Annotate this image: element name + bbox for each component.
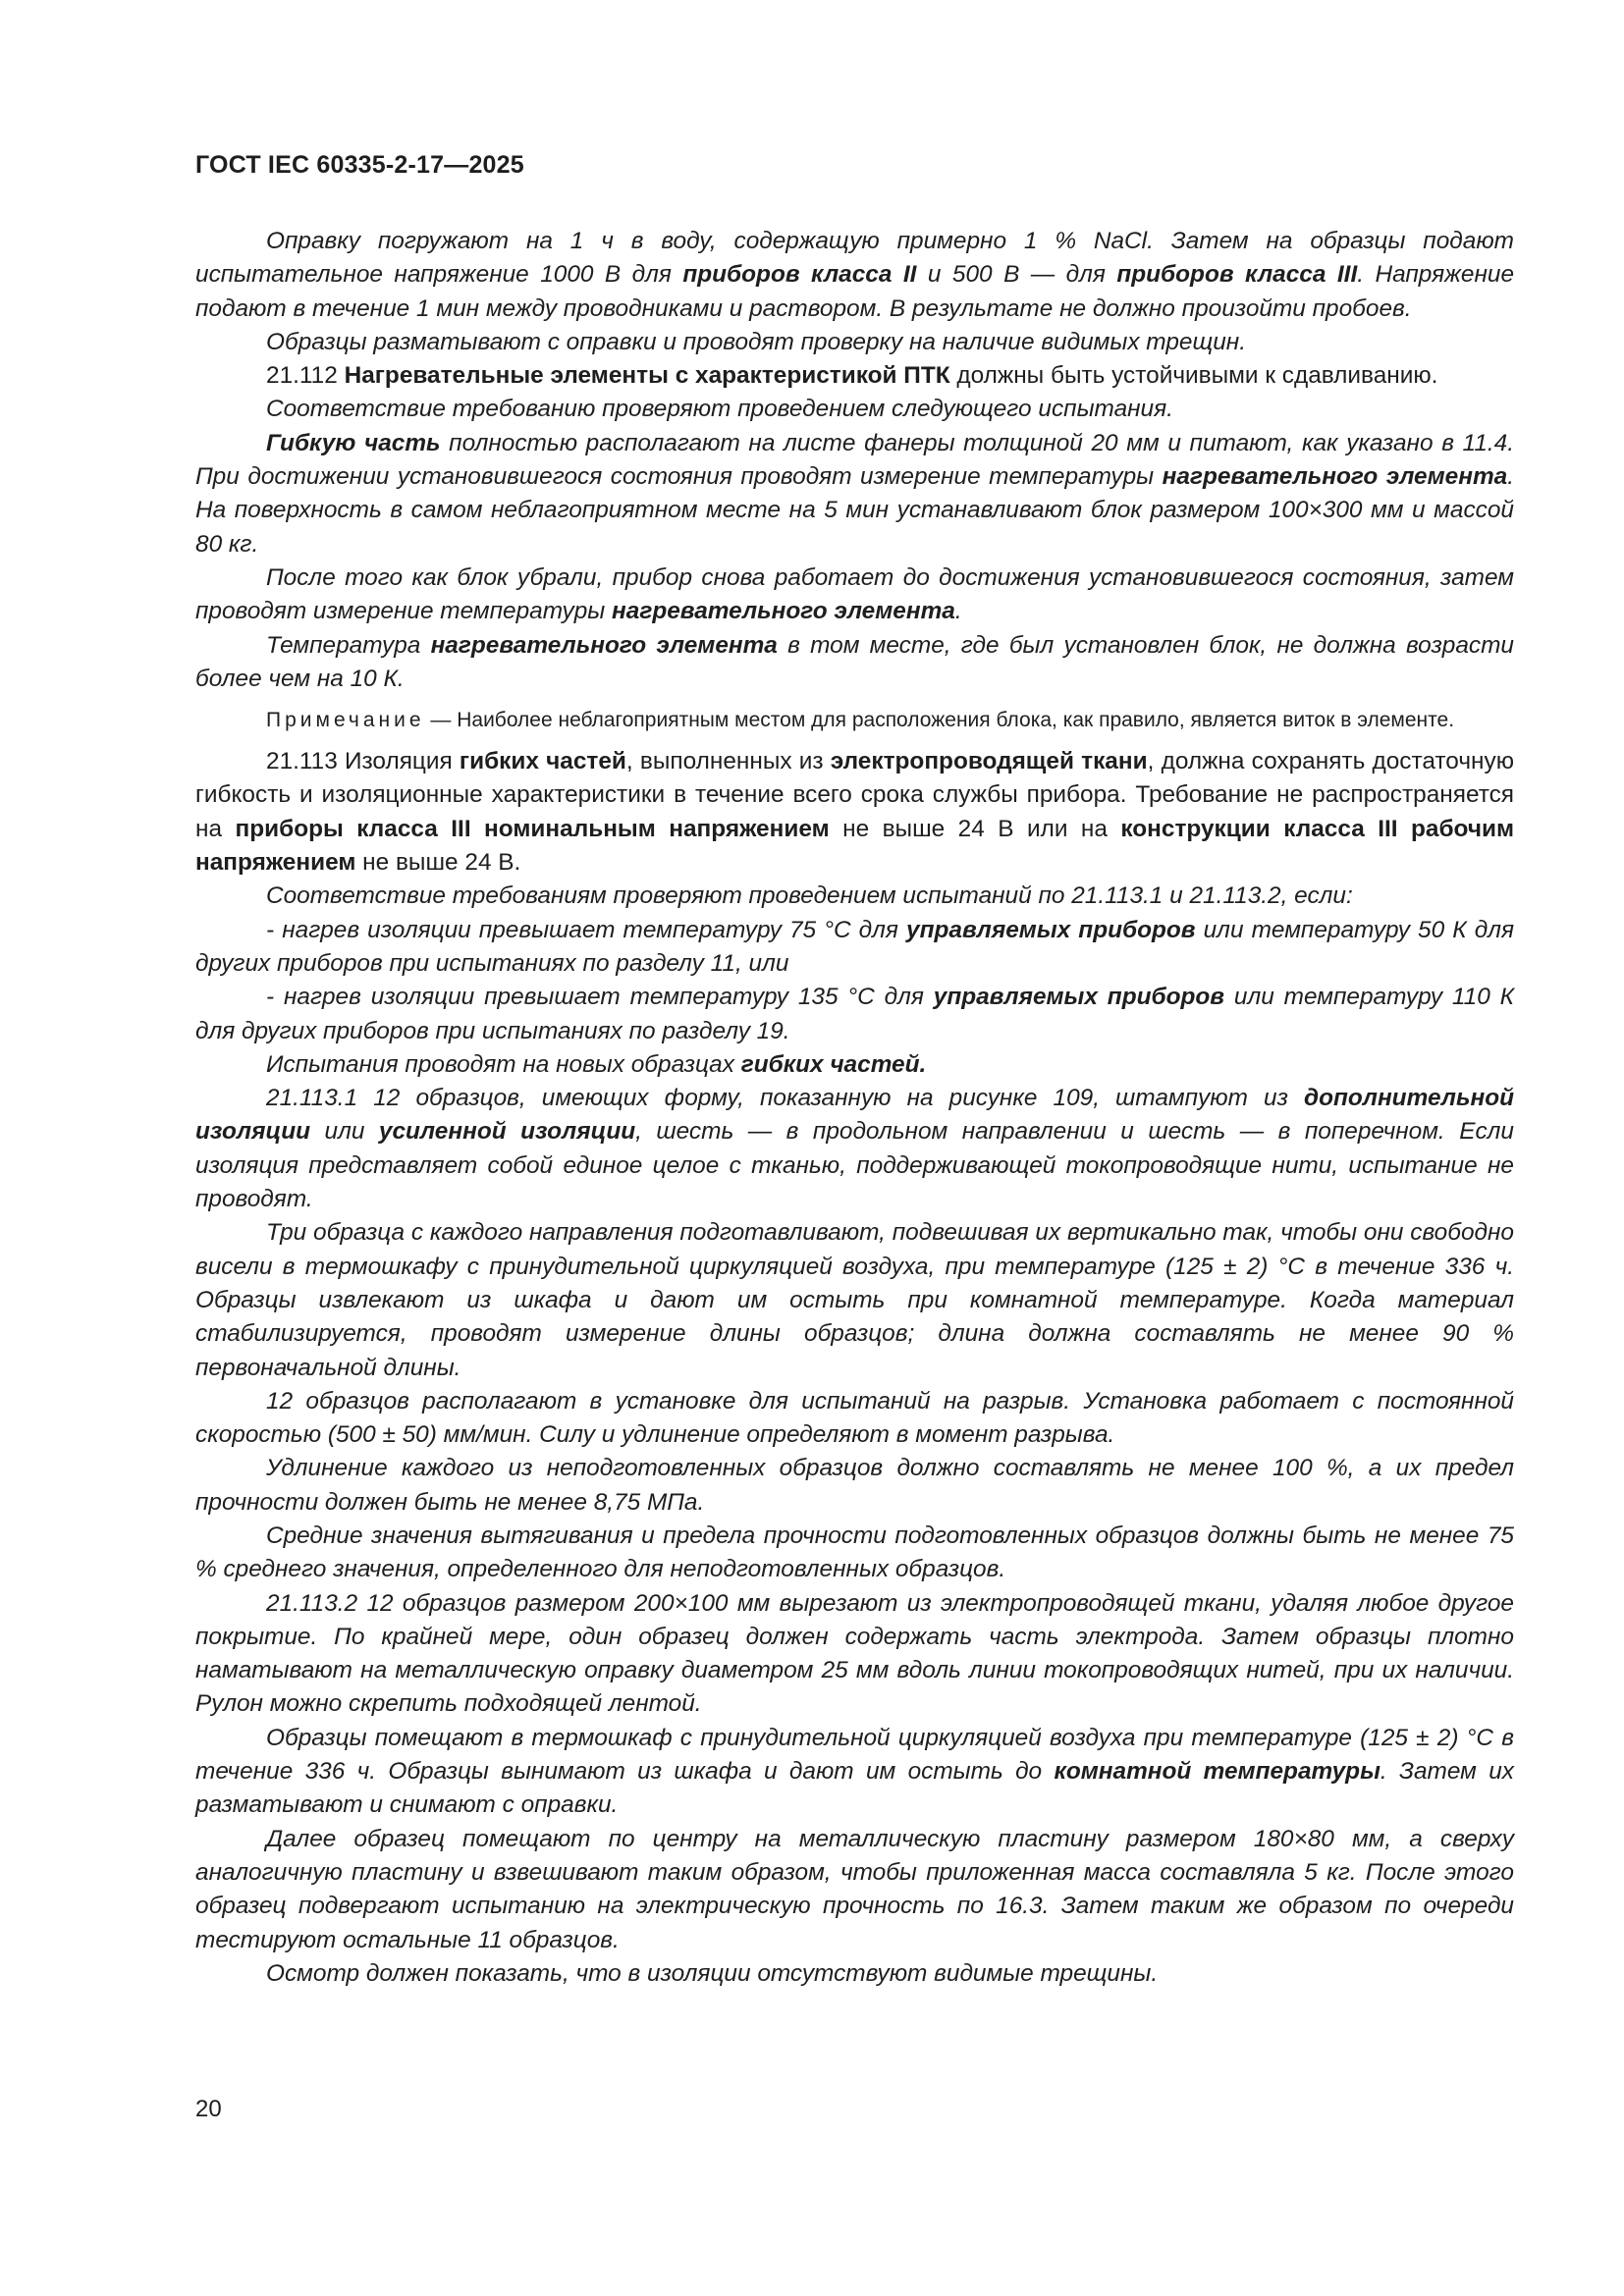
bold-term: дополнительной изоляции: [195, 1085, 1514, 1146]
text-run: После того как блок убрали, прибор снова работает до достижения установившегося состояния, затем проводят измерение температуры: [195, 563, 1514, 625]
body-paragraph: [195, 393, 1514, 426]
text-run: и 500 В — для: [916, 261, 1117, 289]
text-run: в том месте, где был установлен блок, не должна возрасти более чем на 10 К.: [195, 631, 1514, 692]
body-paragraph: [195, 1216, 1514, 1384]
body-paragraph: [195, 745, 1514, 880]
body-paragraph: [195, 1823, 1514, 1957]
text-run: 21.113.1 12 образцов, имеющих форму, показанную на рисунке 109, штампуют из: [266, 1085, 1304, 1112]
bold-term: Гибкую часть: [266, 429, 441, 456]
body-paragraph: [195, 1082, 1514, 1216]
bold-term: нагревательного элемента: [612, 598, 955, 625]
text-run: . Затем их разматывают и снимают с оправки.: [195, 1758, 1514, 1819]
bold-term: приборов класса II: [682, 261, 917, 289]
body-paragraph: [195, 326, 1514, 359]
body-paragraph: [195, 914, 1514, 982]
text-run: или температуру 110 К для других приборов при испытаниях по разделу 19.: [195, 984, 1515, 1044]
text-run: не выше 24 В или на: [829, 815, 1121, 842]
note-paragraph: [195, 706, 1514, 735]
text-run: Соответствие требованию проверяют проведением следующего испытания.: [266, 396, 1173, 423]
text-run: - нагрев изоляции превышает температуру 75 °С для: [266, 916, 907, 943]
text-run: - нагрев изоляции превышает температуру 135 °С для: [266, 984, 934, 1011]
body-paragraph: [195, 1587, 1514, 1722]
text-run: , должна сохранять достаточную гибкость и изоляционные характеристики в течение всего срока службы прибора. Требование не распространяется на: [195, 748, 1514, 842]
bold-term: гибких частей.: [740, 1050, 927, 1078]
text-run: , выполненных из: [625, 748, 831, 775]
body-paragraph: [195, 880, 1514, 913]
body-paragraph: [195, 225, 1514, 326]
bold-term: конструкции класса III рабочим напряжением: [195, 815, 1515, 877]
text-run: 21.113 Изоляция: [266, 748, 460, 775]
bold-term: приборы класса III номинальным напряжением: [235, 815, 830, 842]
text-run: , шесть — в продольном направлении и шесть — в поперечном. Если изоляция представляет собой единое целое с тканью, поддерживающей токопроводящие нити, испытание не проводят.: [195, 1118, 1514, 1213]
body-paragraph: [195, 1385, 1514, 1453]
text-run: Удлинение каждого из неподготовленных образцов должно составлять не менее 100 %, а их предел прочности должен быть не менее 8,75 МПа.: [195, 1455, 1514, 1516]
bold-term: управляемых приборов: [933, 984, 1225, 1011]
text-run: Три образца с каждого направления подготавливают, подвешивая их вертикально так, чтобы они свободно висели в термошкафу с принудительной циркуляцией воздуха, при температуре (125 ± 2) °С в течение 336 ч. Образцы извлекают из шкафа и дают им остыть при комнатной температуре. Когда материал стабилизируется, проводят измерение длины образцов; длина должна составлять не менее 90 % первоначальной длины.: [195, 1219, 1514, 1381]
text-run: не выше 24 В.: [355, 849, 521, 877]
text-run: Температура: [266, 631, 431, 659]
body-paragraph: [195, 427, 1514, 561]
body-paragraph: [195, 1452, 1514, 1520]
bold-term: нагревательного элемента: [430, 631, 778, 659]
text-run: Примечание: [266, 709, 425, 732]
document-body: [195, 225, 1514, 1991]
text-run: полностью располагают на листе фанеры толщиной 20 мм и питают, как указано в 11.4. При достижении установившегося состояния проводят измерение температуры: [195, 429, 1514, 491]
body-paragraph: [195, 629, 1514, 697]
body-paragraph: [195, 1520, 1514, 1587]
page-number: 20: [195, 2096, 222, 2122]
text-run: Испытания проводят на новых образцах: [266, 1050, 741, 1078]
text-run: . Напряжение подают в течение 1 мин между проводниками и раствором. В результате не должно произойти пробоев.: [195, 261, 1515, 322]
text-run: Оправку погружают на 1 ч в воду, содержащую примерно 1 % NaCl. Затем на образцы подают испытательное напряжение 1000 В для: [195, 228, 1514, 289]
body-paragraph: [195, 359, 1514, 393]
text-run: — Наиболее неблагоприятным местом для расположения блока, как правило, является виток в элементе.: [424, 709, 1455, 732]
text-run: Средние значения вытягивания и предела прочности подготовленных образцов должны быть не менее 75 % среднего значения, определенного для неподготовленных образцов.: [195, 1522, 1514, 1583]
body-paragraph: [195, 1048, 1514, 1082]
text-run: Осмотр должен показать, что в изоляции отсутствуют видимые трещины.: [266, 1959, 1159, 1987]
text-run: .: [954, 598, 962, 625]
text-run: Образцы помещают в термошкаф с принудительной циркуляцией воздуха при температуре (125 ± 2) °С в течение 336 ч. Образцы вынимают из шкафа и дают им остыть до: [195, 1724, 1514, 1786]
bold-term: приборов класса III: [1116, 261, 1358, 289]
text-run: или: [310, 1118, 379, 1146]
body-paragraph: [195, 561, 1514, 629]
document-header: ГОСТ IEC 60335-2-17—2025: [195, 151, 524, 179]
bold-term: усиленной изоляции: [378, 1118, 636, 1146]
text-run: должны быть устойчивыми к сдавливанию.: [949, 362, 1438, 390]
text-run: 21.112: [266, 362, 345, 390]
bold-term: электропроводящей ткани: [830, 748, 1148, 775]
text-run: Далее образец помещают по центру на металлическую пластину размером 180×80 мм, а сверху аналогичную пластину и взвешивают таким образом, чтобы приложенная масса составляла 5 кг. После этого образец подвергают испытанию на электрическую прочность по 16.3. Затем таким же образом по очереди тестируют остальные 11 образцов.: [195, 1825, 1514, 1953]
text-run: Образцы разматывают с оправки и проводят проверку на наличие видимых трещин.: [266, 328, 1247, 355]
text-run: 12 образцов располагают в установке для испытаний на разрыв. Установка работает с постоянной скоростью (500 ± 50) мм/мин. Силу и удлинение определяют в момент разрыва.: [195, 1387, 1514, 1449]
text-run: . На поверхность в самом неблагоприятном месте на 5 мин устанавливают блок размером 100×300 мм и массой 80 кг.: [195, 463, 1514, 558]
bold-term: Нагревательные элементы с характеристикой ПТК: [344, 362, 950, 390]
text-run: или температуру 50 К для других приборов при испытаниях по разделу 11, или: [195, 916, 1514, 977]
body-paragraph: [195, 1957, 1514, 1991]
text-run: 21.113.2 12 образцов размером 200×100 мм вырезают из электропроводящей ткани, удаляя любое другое покрытие. По крайней мере, один образец должен содержать часть электрода. Затем образцы плотно наматывают на металлическую оправку диаметром 25 мм вдоль линии токопроводящих нитей, при их наличии. Рулон можно скрепить подходящей лентой.: [195, 1589, 1514, 1718]
text-run: Соответствие требованиям проверяют проведением испытаний по 21.113.1 и 21.113.2, если:: [266, 882, 1353, 910]
bold-term: управляемых приборов: [906, 916, 1196, 943]
body-paragraph: [195, 1722, 1514, 1823]
bold-term: нагревательного элемента: [1162, 463, 1508, 491]
body-paragraph: [195, 981, 1514, 1048]
bold-term: гибких частей: [459, 748, 626, 775]
bold-term: комнатной температуры: [1054, 1758, 1380, 1786]
